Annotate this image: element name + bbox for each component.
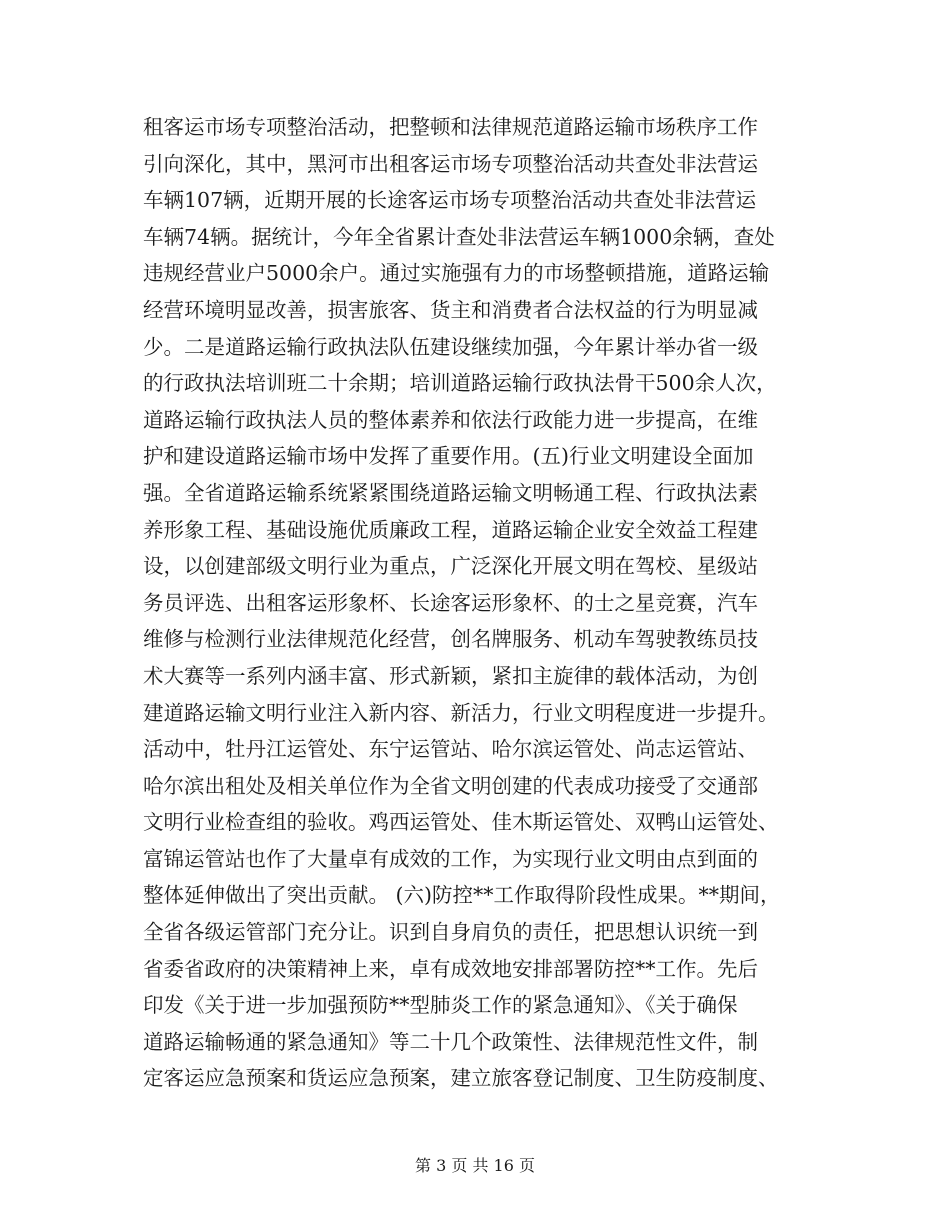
text-line: 整体延伸做出了突出贡献。 (六)防控**工作取得阶段性成果。**期间， (143, 883, 781, 908)
text-line: 富锦运管站也作了大量卓有成效的工作，为实现行业文明由点到面的 (143, 846, 758, 871)
text-line: 少。二是道路运输行政执法队伍建设继续加强，今年累计举办省一级 (143, 334, 758, 359)
text-line: 维修与检测行业法律规范化经营，创名牌服务、机动车驾驶教练员技 (143, 627, 758, 652)
text-line: 养形象工程、基础设施优质廉政工程，道路运输企业安全效益工程建 (143, 517, 758, 542)
text-line: 文明行业检查组的验收。鸡西运管处、佳木斯运管处、双鸭山运管处、 (143, 810, 779, 835)
document-body (143, 109, 833, 1097)
page-number-footer: 第 3 页 共 16 页 (415, 1156, 535, 1175)
text-line: 的行政执法培训班二十余期；培训道路运输行政执法骨干500余人次， (143, 371, 777, 396)
text-line: 设，以创建部级文明行业为重点，广泛深化开展文明在驾校、星级站 (143, 554, 758, 579)
text-line: 建道路运输文明行业注入新内容、新活力，行业文明程度进一步提升。 (143, 700, 779, 725)
text-line: 车辆74辆。据统计，今年全省累计查处非法营运车辆1000余辆，查处 (143, 224, 775, 249)
text-line: 术大赛等一系列内涵丰富、形式新颖，紧扣主旋律的载体活动，为创 (143, 663, 758, 688)
text-line: 活动中，牡丹江运管处、东宁运管站、哈尔滨运管处、尚志运管站、 (143, 737, 758, 762)
text-line: 全省各级运管部门充分让。识到自身肩负的责任，把思想认识统一到 (143, 920, 758, 945)
text-line: 违规经营业户5000余户。通过实施强有力的市场整顿措施，道路运输 (143, 261, 770, 286)
text-line: 租客运市场专项整治活动，把整顿和法律规范道路运输市场秩序工作 (143, 115, 758, 139)
text-line: 道路运输畅通的紧急通知》等二十几个政策性、法律规范性文件，制 (143, 1029, 758, 1054)
text-line: 车辆107辆，近期开展的长途客运市场专项整治活动共查处非法营运 (143, 188, 757, 213)
text-line: 道路运输行政执法人员的整体素养和依法行政能力进一步提高，在维 (143, 407, 758, 432)
text-line: 经营环境明显改善，损害旅客、货主和消费者合法权益的行为明显减 (143, 297, 758, 322)
text-line: 哈尔滨出租处及相关单位作为全省文明创建的代表成功接受了交通部 (143, 773, 758, 798)
text-line: 务员评选、出租客运形象杯、长途客运形象杯、的士之星竞赛，汽车 (143, 590, 758, 615)
text-line: 强。全省道路运输系统紧紧围绕道路运输文明畅通工程、行政执法素 (143, 480, 758, 505)
text-line: 印发《关于进一步加强预防**型肺炎工作的紧急通知》、《关于确保 (143, 993, 738, 1018)
text-line: 省委省政府的决策精神上来，卓有成效地安排部署防控**工作。先后 (143, 956, 758, 981)
text-line: 护和建设道路运输市场中发挥了重要作用。(五)行业文明建设全面加 (143, 444, 754, 469)
text-line: 定客运应急预案和货运应急预案，建立旅客登记制度、卫生防疫制度、 (143, 1066, 779, 1091)
text-line: 引向深化，其中，黑河市出租客运市场专项整治活动共查处非法营运 (143, 151, 758, 176)
